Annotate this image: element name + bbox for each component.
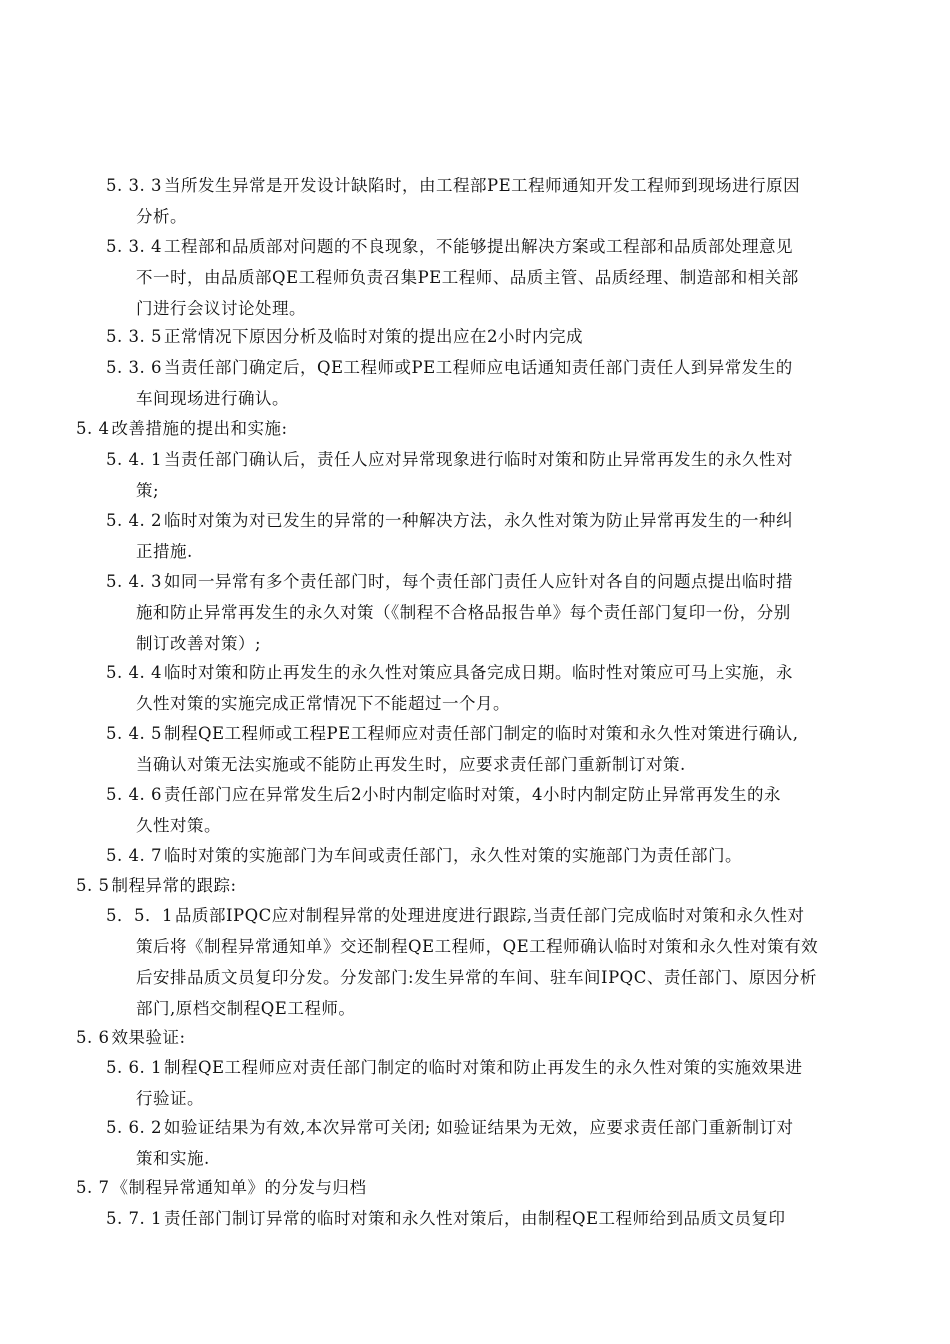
clause-text: 分析。 [136,207,187,226]
section-5-5 [76,870,237,901]
clause-number: 5．5．1 [106,906,173,925]
clause-5-4-7 [106,840,742,871]
section-number: 5. 6 [76,1028,110,1047]
clause-text: 如同一异常有多个责任部门时，每个责任部门责任人应针对各自的问题点提出临时措 [163,572,793,591]
clause-5-3-5 [106,321,583,352]
clause-text: 部门,原档交制程QE工程师。 [136,999,356,1018]
section-heading: 效果验证: [111,1028,186,1047]
clause-5-6-1 [106,1052,803,1114]
clause-number: 5. 4. 2 [106,511,162,530]
clause-text: 车间现场进行确认。 [136,389,289,408]
clause-text: 门进行会议讨论处理。 [136,299,306,318]
clause-text: 策后将《制程异常通知单》交还制程QE工程师，QE工程师确认临时对策和永久性对策有效 [136,937,819,956]
clause-5-4-1 [106,444,793,506]
clause-text: 临时对策和防止再发生的永久性对策应具备完成日期。临时性对策应可马上实施，永 [163,663,793,682]
clause-number: 5. 6. 2 [106,1118,162,1137]
clause-text: 正措施. [136,542,193,561]
clause-text: 施和防止异常再发生的永久对策（《制程不合格品报告单》每个责任部门复印一份，分别 [136,603,791,622]
clause-text: 制程QE工程师或工程PE工程师应对责任部门制定的临时对策和永久性对策进行确认, [163,724,799,743]
clause-number: 5. 4. 7 [106,846,162,865]
clause-5-4-2 [106,505,793,567]
clause-number: 5. 4. 4 [106,663,162,682]
clause-number: 5. 4. 1 [106,450,162,469]
clause-text: 当责任部门确认后，责任人应对异常现象进行临时对策和防止异常再发生的永久性对 [163,450,793,469]
clause-5-3-3 [106,170,800,232]
clause-5-4-6 [106,779,781,841]
clause-number: 5. 3. 3 [106,176,162,195]
clause-5-4-3 [106,566,793,659]
clause-number: 5. 7. 1 [106,1209,162,1228]
clause-text: 策和实施. [136,1149,210,1168]
clause-text: 久性对策的实施完成正常情况下不能超过一个月。 [136,694,510,713]
clause-text: 临时对策为对已发生的异常的一种解决方法，永久性对策为防止异常再发生的一种纠 [163,511,793,530]
clause-number: 5. 4. 6 [106,785,162,804]
clause-text: 如验证结果为有效,本次异常可关闭; 如验证结果为无效，应要求责任部门重新制订对 [163,1118,794,1137]
clause-text: 制订改善对策）; [136,634,262,653]
clause-5-7-1 [106,1203,786,1234]
section-number: 5. 4 [76,419,110,438]
clause-number: 5. 3. 6 [106,358,162,377]
clause-text: 策; [136,481,160,500]
clause-5-4-5 [106,718,798,780]
clause-text: 责任部门应在异常发生后2小时内制定临时对策，4小时内制定防止异常再发生的永 [163,785,781,804]
clause-5-3-4 [106,231,799,324]
clause-number: 5. 6. 1 [106,1058,162,1077]
clause-5-5-1 [106,900,818,1024]
section-heading: 《制程异常通知单》的分发与归档 [111,1178,367,1197]
clause-5-4-4 [106,657,793,719]
clause-text: 久性对策。 [136,816,221,835]
clause-number: 5. 3. 4 [106,237,162,256]
clause-text: 当责任部门确定后，QE工程师或PE工程师应电话通知责任部门责任人到异常发生的 [163,358,793,377]
clause-text: 后安排品质文员复印分发。分发部门:发生异常的车间、驻车间IPQC、责任部门、原因分析 [136,968,817,987]
section-number: 5. 5 [76,876,110,895]
section-number: 5. 7 [76,1178,110,1197]
clause-number: 5. 4. 3 [106,572,162,591]
section-5-4 [76,413,288,444]
clause-text: 品质部IPQC应对制程异常的处理进度进行跟踪,当责任部门完成临时对策和永久性对 [175,906,805,925]
clause-text: 不一时，由品质部QE工程师负责召集PE工程师、品质主管、品质经理、制造部和相关部 [136,268,799,287]
clause-text: 临时对策的实施部门为车间或责任部门，永久性对策的实施部门为责任部门。 [163,846,742,865]
clause-text: 制程QE工程师应对责任部门制定的临时对策和防止再发生的永久性对策的实施效果进 [163,1058,803,1077]
clause-text: 当所发生异常是开发设计缺陷时，由工程部PE工程师通知开发工程师到现场进行原因 [163,176,801,195]
clause-text: 当确认对策无法实施或不能防止再发生时，应要求责任部门重新制订对策. [136,755,686,774]
clause-text: 工程部和品质部对问题的不良现象，不能够提出解决方案或工程部和品质部处理意见 [163,237,793,256]
clause-text: 行验证。 [136,1089,204,1108]
section-heading: 制程异常的跟踪: [111,876,237,895]
clause-text: 正常情况下原因分析及临时对策的提出应在2小时内完成 [163,327,583,346]
clause-5-3-6 [106,352,793,414]
clause-number: 5. 3. 5 [106,327,162,346]
section-5-6 [76,1022,186,1053]
section-heading: 改善措施的提出和实施: [111,419,288,438]
clause-number: 5. 4. 5 [106,724,162,743]
clause-text: 责任部门制订异常的临时对策和永久性对策后，由制程QE工程师给到品质文员复印 [163,1209,786,1228]
clause-5-6-2 [106,1112,794,1174]
section-5-7 [76,1172,367,1203]
